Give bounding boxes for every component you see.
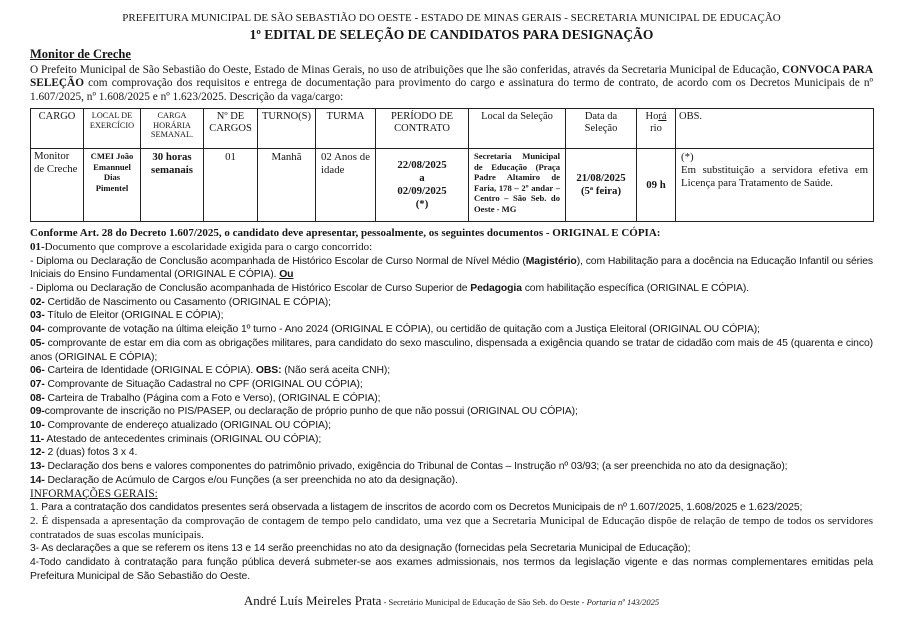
info-section	[30, 488, 873, 584]
header-line: PREFEITURA MUNICIPAL DE SÃO SEBASTIÃO DO OESTE - ESTADO DE MINAS GERAIS - SECRETARIA MUNICIPAL DE EDUCAÇÃO	[122, 12, 781, 24]
info-item: 2. É dispensada a apresentação da comprovação de contagem de tempo pelo candidato, uma vez que a Secretaria Municipal de Educação dispõe de relação de tempo de todos os servidores contratados de suas escolas municipais.	[30, 514, 873, 541]
document-item: 05- comprovante de estar em dia com as obrigações militares, para candidato do sexo masculino, dispensada a exigência quando se tratar de cidadão com mais de 45 (quarenta e cinco) anos (ORIGINAL E CÓPIA);	[30, 337, 873, 363]
document-item: 08- Carteira de Trabalho (Página com a Foto e Verso), (ORIGINAL E CÓPIA);	[30, 392, 381, 404]
info-heading: INFORMAÇÕES GERAIS:	[30, 487, 158, 500]
col-header-obs: OBS.	[676, 109, 874, 149]
cell-turnos: Manhã	[258, 149, 316, 222]
col-header-cargo: CARGO	[31, 109, 84, 149]
cell-periodo: 22/08/2025 a 02/09/2025 (*)	[376, 149, 469, 222]
cell-cargo: Monitor de Creche	[31, 149, 84, 222]
document-item: 02- Certidão de Nascimento ou Casamento (ORIGINAL E CÓPIA);	[30, 296, 331, 308]
intro-paragraph: O Prefeito Municipal de São Sebastião do Oeste, Estado de Minas Gerais, no uso de atribuições que lhe são conferidas, através da Secretaria Municipal de Educação, CONVOCA PARA SELEÇÃO com comprovação dos requisitos e entrega de documentação para provimento do cargo e assinatura do termo de contrato, de acordo com os Decretos Municipais de nº 1.607/2025, nº 1.608/2025 e nº 1.623/2025. Descrição da vaga/cargo:	[30, 64, 873, 103]
vacancy-table	[30, 108, 874, 222]
document-item: 10- Comprovante de endereço atualizado (ORIGINAL OU CÓPIA);	[30, 420, 331, 432]
document-item: - Diploma ou Declaração de Conclusão acompanhada de Histórico Escolar de Curso Superior de Pedagogia com habilitação específica (ORIGINAL E CÓPIA).	[30, 283, 749, 295]
col-header-turnos: TURNO(S)	[258, 109, 316, 149]
signature-line	[30, 592, 873, 610]
cell-obs: (*) Em substituição a servidora efetiva em Licença para Tratamento de Saúde.	[676, 149, 874, 222]
document-item: 14- Declaração de Acúmulo de Cargos e/ou Funções (a ser preenchida no ato da designação).	[30, 474, 458, 486]
table-row	[31, 149, 874, 222]
col-header-periodo: PERÍODO DE CONTRATO	[376, 109, 469, 149]
cell-horario: 09 h	[637, 149, 676, 222]
info-item: 1. Para a contratação dos candidatos presentes será observada a listagem de inscritos de acordo com os Decretos Municipais de nº 1.607/2025, 1.608/2025 e 1.623/2025;	[30, 502, 803, 514]
signature-portaria: Portaria nº 143/2025	[586, 596, 660, 607]
document-item: - Diploma ou Declaração de Conclusão acompanhada de Histórico Escolar de Curso Normal de Nível Médio (Magistério), com Habilitação para a docência na Educação Infantil ou séries Iniciais do Ensino Fundamental (ORIGINAL E CÓPIA). Ou	[30, 255, 873, 281]
document-item: 06- Carteira de Identidade (ORIGINAL E CÓPIA). OBS: (Não será aceita CNH);	[30, 365, 391, 377]
col-header-horario: Horá rio	[637, 109, 676, 149]
cell-n-cargos: 01	[204, 149, 258, 222]
cell-data-selecao: 21/08/2025 (5ª feira)	[566, 149, 637, 222]
cell-turma: 02 Anos de idade	[316, 149, 376, 222]
document-item: 09-comprovante de inscrição no PIS/PASEP, ou declaração de próprio punho de que não possui (ORIGINAL OU CÓPIA);	[30, 406, 578, 418]
col-header-local-exercicio: LOCAL DE EXERCÍCIO	[84, 109, 141, 149]
col-header-carga-horaria: CARGA HORÁRIA SEMANAL.	[141, 109, 204, 149]
document-item: 11- Atestado de antecedentes criminais (ORIGINAL OU CÓPIA);	[30, 433, 322, 445]
document-item: 03- Título de Eleitor (ORIGINAL E CÓPIA);	[30, 310, 224, 322]
document-item: 12- 2 (duas) fotos 3 x 4.	[30, 447, 138, 459]
signature-name: André Luís Meireles Prata	[243, 592, 382, 608]
document-item: 04- comprovante de votação na última eleição 1º turno - Ano 2024 (ORIGINAL E CÓPIA), ou certidão de quitação com a Justiça Eleitoral (ORIGINAL OU CÓPIA);	[30, 324, 760, 336]
table-header-row	[31, 109, 874, 149]
col-header-local-selecao: Local da Seleção	[469, 109, 566, 149]
document-item: 01-Documento que comprove a escolaridade exigida para o cargo concorrido:	[30, 240, 373, 253]
document-item: 13- Declaração dos bens e valores componentes do patrimônio privado, exigência do Tribunal de Contas – Instrução nº 03/93; (a ser preenchida no ato da designação);	[30, 461, 788, 473]
section-heading: Monitor de Creche	[30, 47, 131, 61]
info-list	[30, 501, 873, 583]
cell-local-exercicio: CMEI João Emannuel Dias Pimentel	[84, 149, 141, 222]
document-item: 07- Comprovante de Situação Cadastral no CPF (ORIGINAL OU CÓPIA);	[30, 378, 363, 390]
signature-role: - Secretário Municipal de Educação de São Seb. do Oeste -	[381, 596, 587, 607]
col-header-data-selecao: Data da Seleção	[566, 109, 637, 149]
col-header-n-cargos: Nº DE CARGOS	[204, 109, 258, 149]
documents-list	[30, 241, 873, 488]
cell-carga-horaria: 30 horas semanais	[141, 149, 204, 222]
info-item: 3- As declarações a que se referem os itens 13 e 14 serão preenchidas no ato da designação (fornecidas pela Secretaria Municipal de Educação);	[30, 543, 691, 555]
col-header-turma: TURMA	[316, 109, 376, 149]
documents-intro: Conforme Art. 28 do Decreto 1.607/2025, o candidato deve apresentar, pessoalmente, os seguintes documentos - ORIGINAL E CÓPIA:	[30, 227, 661, 240]
documents-section	[30, 227, 873, 487]
info-item: 4-Todo candidato à contratação para função pública deverá submeter-se aos exames admissionais, nos termos da legislação vigente e das normas complementares emitidas pela Prefeitura Municipal de São Sebastião do Oeste.	[30, 557, 873, 582]
cell-local-selecao: Secretaria Municipal de Educação (Praça Padre Altamiro de Faria, 178 – 2º andar – Centro – São Seb. do Oeste - MG	[469, 149, 566, 222]
edital-title: 1º EDITAL DE SELEÇÃO DE CANDIDATOS PARA DESIGNAÇÃO	[249, 27, 654, 42]
